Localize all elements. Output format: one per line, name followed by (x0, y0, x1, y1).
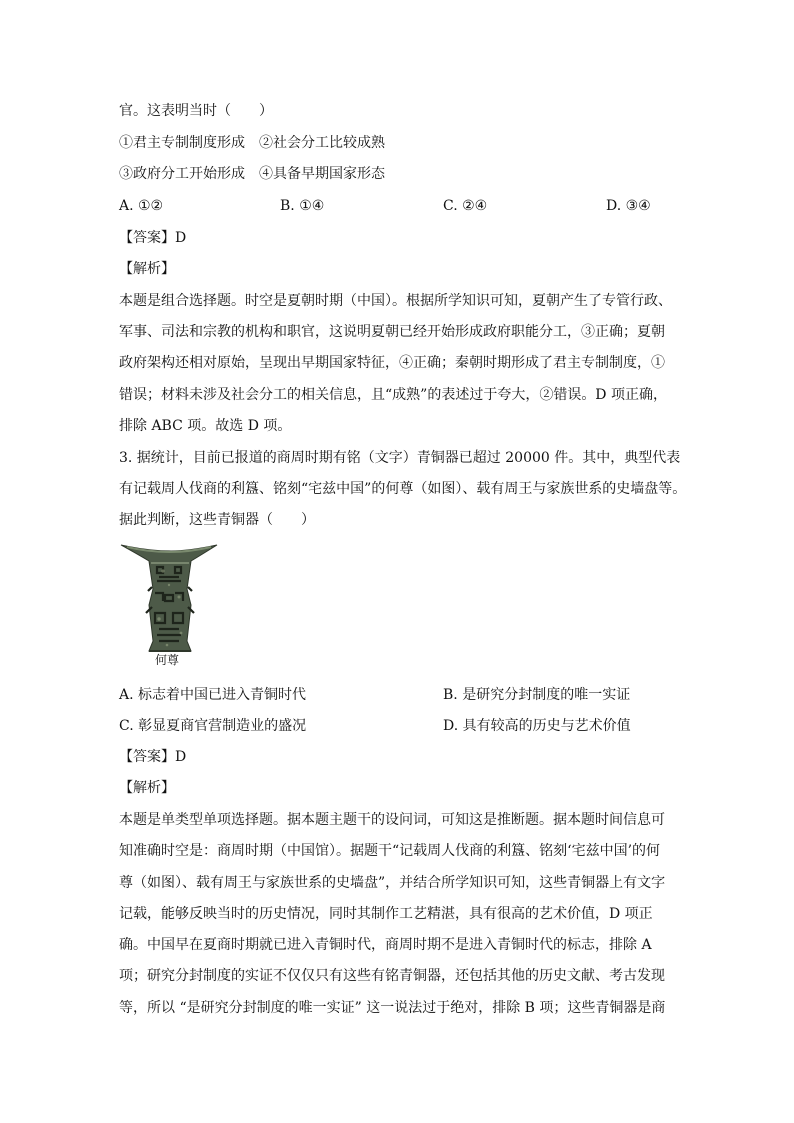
q3-analysis-line: 记载，能够反映当时的历史情况，同时其制作工艺精湛，具有很高的艺术价值，D 项正 (119, 906, 653, 922)
q3-analysis-line: 知准确时空是：商周时期（中国馆）。据题干“记载周人伐商的利簋、铭刻‘宅兹中国’的何 (119, 843, 661, 859)
q3-stem-line: 据此判断，这些青铜器（ ） (119, 512, 315, 528)
q2-option-d: D. ③④ (606, 198, 651, 214)
q3-answer: 【答案】D (119, 749, 187, 765)
q2-option-b: B. ①④ (280, 198, 325, 214)
q2-answer: 【答案】D (119, 230, 187, 246)
q3-analysis-line: 项；研究分封制度的实证不仅仅只有这些有铭青铜器，还包括其他的历史文献、考古发现 (119, 968, 665, 984)
q2-analysis-line: 排除 ABC 项。故选 D 项。 (119, 418, 292, 434)
q3-option-a: A. 标志着中国已进入青铜时代 (119, 687, 307, 703)
q2-statements-line-2: ③政府分工开始形成 ④具备早期国家形态 (119, 166, 385, 182)
q2-analysis-line: 本题是组合选择题。时空是夏朝时期（中国）。根据所学知识可知，夏朝产生了专管行政、 (119, 293, 672, 309)
q3-analysis-line: 等，所以 “是研究分封制度的唯一实证” 这一说法过于绝对，排除 B 项；这些青铜器是商 (119, 1000, 666, 1016)
q3-stem-line: 3. 据统计，目前已报道的商周时期有铭（文字）青铜器已超过 20000 件。其中，典型代表 (119, 450, 681, 466)
q3-option-b: B. 是研究分封制度的唯一实证 (443, 687, 631, 703)
q2-analysis-line: 政府架构还相对原始，呈现出早期国家特征，④正确；秦朝时期形成了君主专制制度，① (119, 355, 665, 371)
q2-stem-end: 官。这表明当时（ ） (119, 103, 273, 119)
q3-analysis-line: 本题是单类型单项选择题。据本题主题干的设问词，可知这是推断题。据本题时间信息可 (119, 812, 665, 828)
q3-analysis-label: 【解析】 (119, 780, 175, 796)
q3-option-c: C. 彰显夏商官营制造业的盛况 (119, 718, 307, 734)
q2-option-a: A. ①② (119, 198, 164, 214)
q3-analysis-line: 尊（如图）、载有周王与家族世系的史墙盘”，并结合所学知识可知，这些青铜器上有文字 (119, 875, 666, 891)
q3-option-d: D. 具有较高的历史与艺术价值 (443, 718, 631, 734)
q2-option-c: C. ②④ (443, 198, 488, 214)
figure-caption: 何尊 (155, 653, 180, 667)
q2-analysis-label: 【解析】 (119, 261, 175, 277)
q3-analysis-line: 确。中国早在夏商时期就已进入青铜时代，商周时期不是进入青铜时代的标志，排除 A (119, 937, 652, 953)
q2-analysis-line: 军事、司法和宗教的机构和职官，这说明夏朝已经开始形成政府职能分工，③正确；夏朝 (119, 324, 665, 340)
q2-analysis-line: 错误；材料未涉及社会分工的相关信息，且“成熟”的表述过于夸大，②错误。D 项正确， (119, 387, 667, 403)
q2-statements-line-1: ①君主专制制度形成 ②社会分工比较成熟 (119, 135, 385, 151)
q3-stem-line: 有记载周人伐商的利簋、铭刻“宅兹中国”的何尊（如图）、载有周王与家族世系的史墙盘等。 (119, 481, 687, 497)
bronze-zun-image (119, 541, 219, 656)
